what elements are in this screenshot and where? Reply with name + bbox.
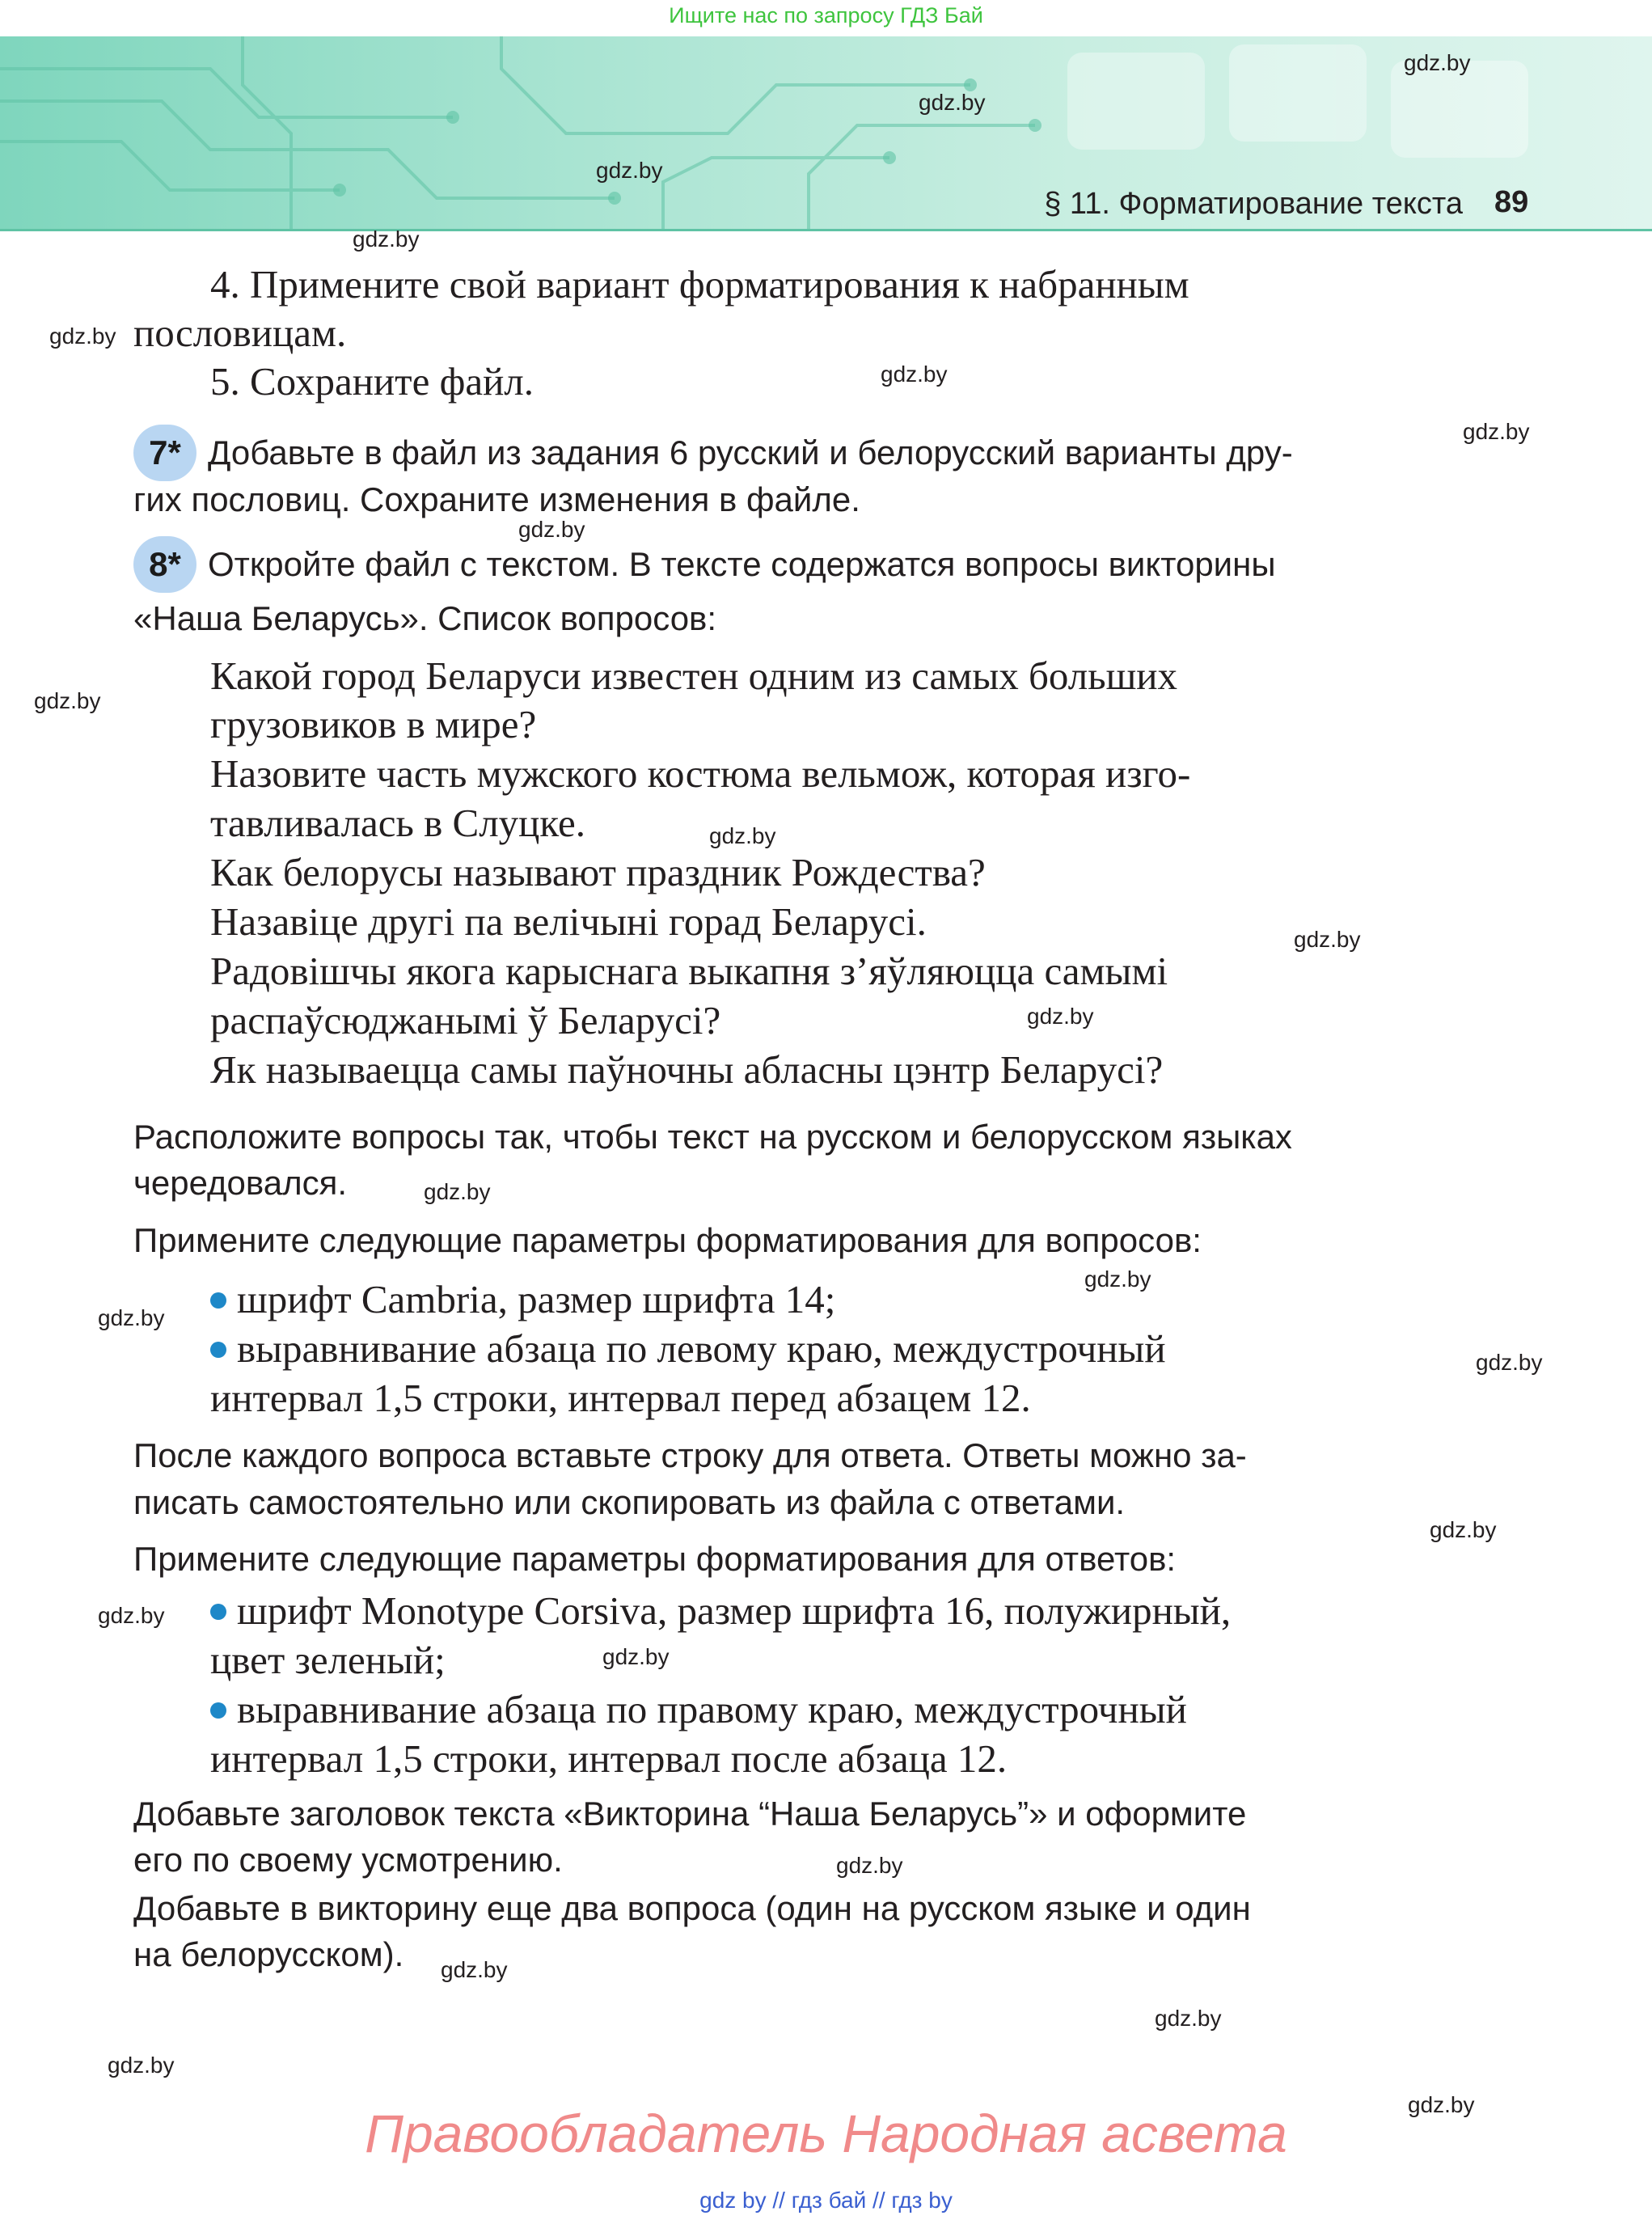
watermark: gdz.by [98,1603,165,1628]
question-line: грузовиков в мире? [210,702,537,746]
question-line: Радовішчы якога карыснага выкапня з’яўляюцца самымі [210,949,1168,993]
watermark: gdz.by [441,1957,508,1982]
title-line-2: его по своему усмотрению. [133,1841,563,1879]
task-8-intro-line-1: Откройте файл с текстом. В тексте содержатся вопросы викторины [208,545,1276,583]
bullet-icon [210,1702,226,1719]
watermark: gdz.by [1408,2092,1475,2117]
watermark: gdz.by [1463,419,1530,444]
more-questions-line-1: Добавьте в викторину еще два вопроса (один на русском языке и один [133,1889,1251,1927]
task-7-line-2: гих пословиц. Сохраните изменения в файле. [133,480,860,518]
answer-line-2: писать самостоятельно или скопировать из файла с ответами. [133,1483,1126,1521]
watermark: gdz.by [1155,2006,1222,2031]
arrange-line-2: чередовался. [133,1164,348,1202]
watermark: gdz.by [1294,927,1361,952]
watermark: gdz.by [836,1853,903,1878]
watermark: gdz.by [1430,1517,1497,1542]
answers-bullet-2-line-1: выравнивание абзаца по правому краю, междустрочный [237,1687,1187,1731]
question-line: Назовите часть мужского костюма вельмож, которая изго- [210,751,1191,796]
question-line: Назавіце другі па велічыні горад Беларусі. [210,899,927,944]
question-line: распаўсюджанымі ў Беларусі? [210,998,721,1042]
question-line: Как белорусы называют праздник Рождества? [210,850,986,894]
task-8-intro-line-2: «Наша Беларусь». Список вопросов: [133,599,717,637]
watermark: gdz.by [518,517,585,542]
bullet-icon [210,1342,226,1358]
watermark: gdz.by [108,2053,175,2078]
questions-bullet-2-line-1: выравнивание абзаца по левому краю, междустрочный [237,1326,1166,1371]
step-5: 5. Сохраните файл. [210,359,534,404]
answer-line-1: После каждого вопроса вставьте строку для ответа. Ответы можно за- [133,1436,1247,1474]
questions-bullet-2-line-2: интервал 1,5 строки, интервал перед абзацем 12. [210,1376,1031,1420]
step-4-line-2: пословицам. [133,311,347,355]
watermark: gdz.by [596,158,663,183]
watermark: gdz.by [34,688,101,713]
watermark: gdz.by [709,823,776,848]
more-questions-line-2: на белорусском). [133,1935,404,1973]
watermark: gdz.by [1404,50,1471,75]
bullet-icon [210,1604,226,1620]
arrange-line-1: Расположите вопросы так, чтобы текст на русском и белорусском языках [133,1118,1292,1156]
bullet-icon [210,1292,226,1309]
title-line-1: Добавьте заголовок текста «Викторина “Наша Беларусь”» и оформите [133,1795,1247,1833]
task-7-line-1: Добавьте в файл из задания 6 русский и белорусский варианты дру- [208,433,1293,471]
top-notice: Ищите нас по запросу ГДЗ Бай [669,3,983,27]
question-line: Какой город Беларуси известен одним из самых больших [210,653,1178,698]
task-7-badge: 7* [133,425,196,481]
watermark: gdz.by [353,226,420,252]
task-8-badge: 8* [133,536,196,593]
watermark: gdz.by [1027,1004,1094,1029]
watermark: gdz.by [1476,1350,1543,1375]
copyright-notice: Правообладатель Народная асвета [365,2103,1287,2163]
step-4-line-1: 4. Примените свой вариант форматирования к набранным [210,262,1189,307]
answers-bullet-2-line-2: интервал 1,5 строки, интервал после абзаца 12. [210,1736,1008,1781]
footer-links[interactable]: gdz by // гдз бай // гдз by [699,2188,953,2213]
section-title: § 11. Форматирование текста [1044,187,1463,221]
answers-bullet-1-line-2: цвет зеленый; [210,1638,446,1682]
questions-format-intro: Примените следующие параметры форматирования для вопросов: [133,1221,1202,1259]
watermark: gdz.by [919,90,986,115]
watermark: gdz.by [424,1179,491,1204]
answers-format-intro: Примените следующие параметры форматирования для ответов: [133,1540,1177,1578]
page-number: 89 [1494,185,1529,219]
watermark: gdz.by [1084,1266,1151,1292]
question-line: тавливалась в Слуцке. [210,801,585,845]
watermark: gdz.by [881,362,948,387]
question-line: Як называецца самы паўночны абласны цэнтр Беларусі? [210,1047,1164,1092]
answers-bullet-1-line-1: шрифт Monotype Corsiva, размер шрифта 16, полужирный, [237,1588,1232,1633]
header-divider [0,229,1652,231]
questions-bullet-1: шрифт Cambria, размер шрифта 14; [237,1277,836,1321]
watermark: gdz.by [602,1644,670,1669]
watermark: gdz.by [98,1305,165,1330]
watermark: gdz.by [49,323,116,349]
